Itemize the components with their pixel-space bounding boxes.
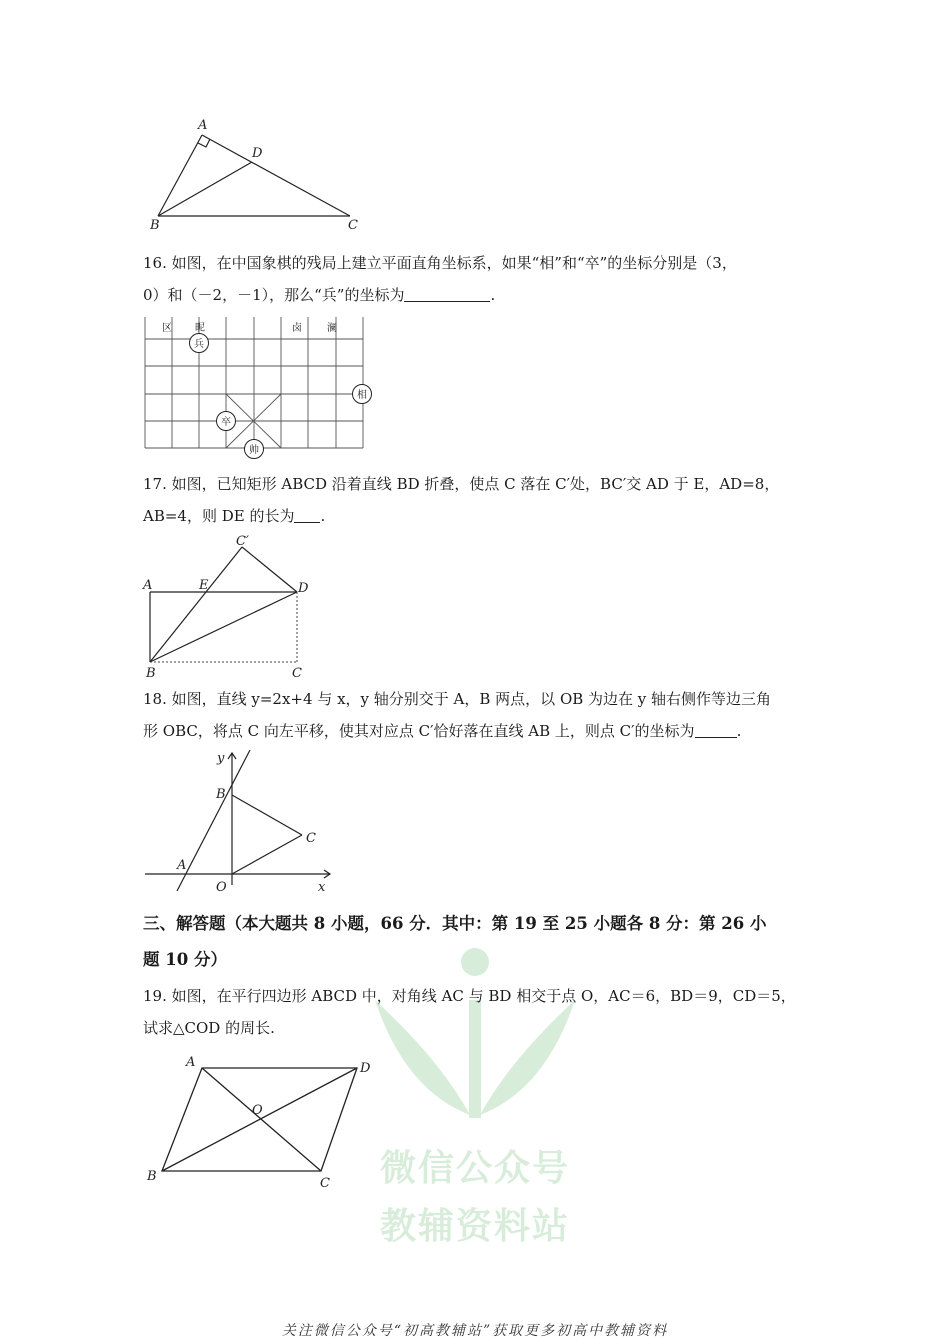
chess-mark-2: 昵 bbox=[195, 323, 205, 334]
chess-mark-4: 澜 bbox=[327, 323, 337, 334]
q17-label-e: E bbox=[199, 578, 209, 593]
q18-label-x: x bbox=[318, 880, 326, 895]
q19-parallelogram-figure bbox=[140, 1048, 390, 1196]
section3-heading-line2: 题 10 分） bbox=[143, 950, 227, 969]
q18-answer-blank bbox=[695, 723, 737, 738]
chess-piece-zu-label: 卒 bbox=[221, 417, 231, 428]
q17-label-a: A bbox=[143, 578, 153, 593]
q18-label-y: y bbox=[217, 751, 225, 766]
q16-line2 bbox=[143, 279, 813, 311]
q16-answer-blank bbox=[404, 287, 490, 302]
q18-label-o: O bbox=[216, 880, 227, 895]
q17-label-b: B bbox=[146, 666, 156, 681]
q19-label-a: A bbox=[186, 1055, 196, 1070]
chess-piece-shuai bbox=[245, 440, 264, 459]
q17-end: . bbox=[320, 507, 326, 525]
q19-label-b: B bbox=[147, 1169, 157, 1184]
q18-label-b: B bbox=[216, 787, 226, 802]
page-footer: 关注微信公众号“初高教辅站”获取更多初高中教辅资料 bbox=[281, 1323, 669, 1339]
q18-coordinate-figure bbox=[140, 745, 340, 895]
q17-label-d: D bbox=[298, 581, 309, 596]
q16-end: . bbox=[490, 286, 496, 304]
q19-label-d: D bbox=[360, 1061, 371, 1076]
chess-piece-xiang-label: 相 bbox=[357, 390, 367, 401]
chess-piece-bing bbox=[190, 334, 209, 353]
q19-line2: 试求△COD 的周长. bbox=[143, 1019, 275, 1037]
chess-board-figure bbox=[140, 315, 380, 462]
q19-line1: 19. 如图，在平行四边形 ABCD 中，对角线 AC 与 BD 相交于点 O，AC＝6，BD＝9，CD＝5， bbox=[143, 987, 796, 1005]
q17-line2 bbox=[143, 500, 813, 532]
q18-line2 bbox=[143, 715, 813, 747]
chess-piece-bing-label: 兵 bbox=[194, 339, 204, 350]
q16-line2-text: 0）和（－2，－1），那么“兵”的坐标为 bbox=[143, 286, 405, 304]
q17-label-c: C bbox=[292, 666, 302, 681]
chess-piece-shuai-label: 帅 bbox=[249, 445, 259, 456]
q16-line1: 16. 如图，在中国象棋的残局上建立平面直角坐标系，如果“相”和“卒”的坐标分别是（3， bbox=[143, 254, 737, 272]
q17-line2-text: AB=4，则 DE 的长为 bbox=[143, 507, 295, 525]
q15-label-b: B bbox=[150, 218, 160, 233]
q15-triangle-figure bbox=[140, 115, 370, 235]
q18-end: . bbox=[736, 722, 742, 740]
q18-line2-text: 形 OBC，将点 C 向左平移，使其对应点 C′恰好落在直线 AB 上，则点 C′的坐标为 bbox=[143, 722, 695, 740]
q18-label-c: C bbox=[306, 831, 316, 846]
q15-label-a: A bbox=[198, 118, 208, 133]
q17-line1: 17. 如图，已知矩形 ABCD 沿着直线 BD 折叠，使点 C 落在 C′处，BC′交 AD 于 E，AD=8， bbox=[143, 475, 780, 493]
watermark-line2: 教辅资料站 bbox=[379, 1206, 570, 1247]
watermark-line1: 微信公众号 bbox=[379, 1148, 570, 1189]
q15-label-c: C bbox=[348, 218, 358, 233]
chess-piece-xiang bbox=[353, 385, 372, 404]
chess-mark-3: 卤 bbox=[292, 323, 302, 334]
q17-answer-blank bbox=[294, 508, 320, 523]
q15-label-d: D bbox=[252, 146, 263, 161]
chess-piece-zu bbox=[217, 412, 236, 431]
q19-label-o: O bbox=[252, 1103, 263, 1118]
q18-label-a: A bbox=[177, 858, 187, 873]
q18-line1: 18. 如图，直线 y=2x+4 与 x，y 轴分别交于 A，B 两点，以 OB 为边在 y 轴右侧作等边三角 bbox=[143, 690, 772, 708]
q17-rectangle-figure bbox=[140, 535, 320, 681]
section3-heading-line1: 三、解答题（本大题共 8 小题，66 分．其中：第 19 至 25 小题各 8 分：第 26 小 bbox=[143, 914, 767, 933]
q17-label-cprime: C′ bbox=[236, 535, 249, 549]
chess-mark-1: 区 bbox=[162, 323, 172, 334]
q19-label-c: C bbox=[320, 1176, 330, 1191]
